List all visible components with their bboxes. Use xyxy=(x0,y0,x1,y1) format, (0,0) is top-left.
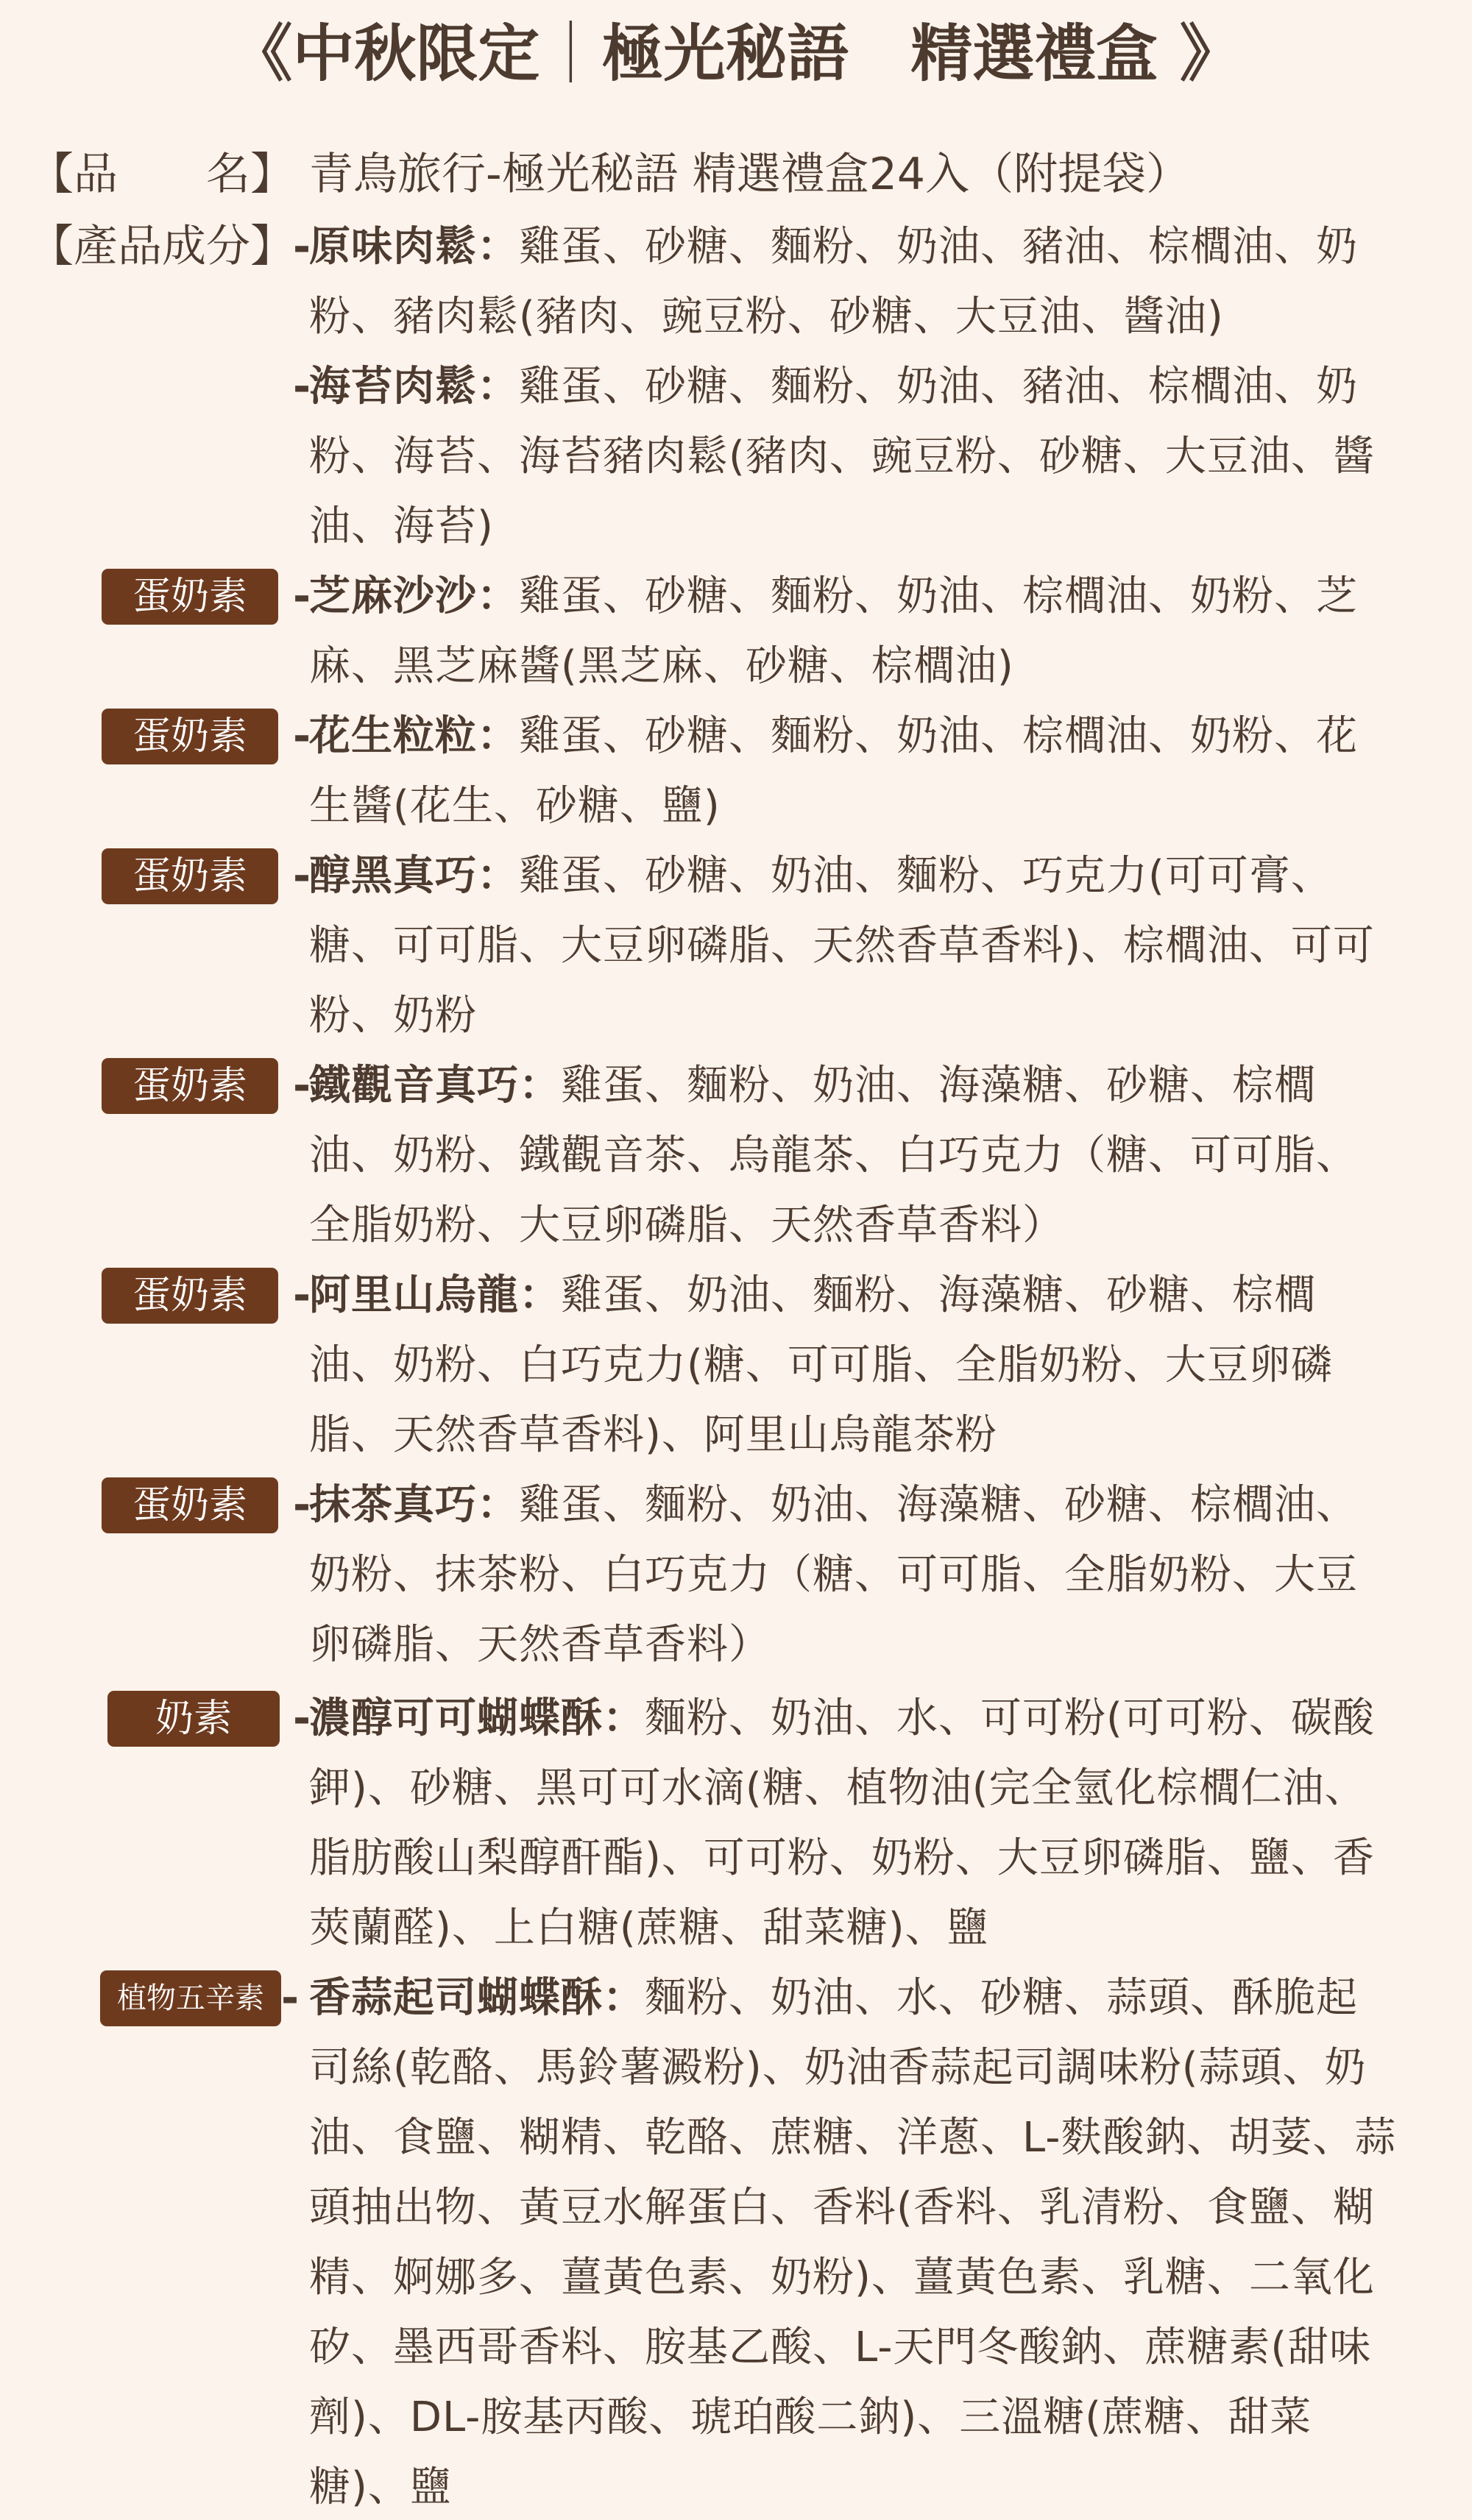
entry-text: 麵粉、奶油、水、砂糖、蒜頭、酥脆起司絲(乾酪、馬鈴薯澱粉)、奶油香蒜起司調味粉(蒜頭、奶油、食鹽、糊精、乾酪、蔗糖、洋蔥、L-麩酸鈉、胡荽、蒜頭抽出物、黃豆水解蛋白、香料(香料、乳清粉、食鹽、糊精、婀娜多、薑黃色素、奶粉)、薑黃色素、乳糖、二氧化矽、墨西哥香料、胺基乙酸、L-天門冬酸鈉、蔗糖素(甜味劑)、DL-胺基丙酸、琥珀酸二鈉)、三溫糖(蔗糖、甜菜糖)、鹽 xyxy=(309,1974,1397,2511)
ingredient-entry-alishan-oolong xyxy=(309,1260,1398,1470)
entry-name: 花生粒粒： xyxy=(309,712,519,760)
diet-badge-five-pungent: 植物五辛素 xyxy=(100,1970,281,2026)
ingredient-entry-dark-chocolate xyxy=(309,841,1398,1051)
diet-badge-ovo-lacto: 蛋奶素 xyxy=(102,848,278,904)
entry-text: 雞蛋、麵粉、奶油、海藻糖、砂糖、棕櫚油、奶粉、抹茶粉、白巧克力（糖、可可脂、全脂奶粉、大豆卵磷脂、天然香草香料） xyxy=(309,1481,1358,1669)
entry-dash: - xyxy=(293,571,311,621)
ingredient-entry-original-pork-floss xyxy=(309,212,1398,352)
entry-dash: - xyxy=(293,221,311,271)
entry-name: 濃醇可可蝴蝶酥： xyxy=(309,1694,645,1742)
entry-name: 阿里山烏龍： xyxy=(309,1271,561,1319)
entry-name: 香蒜起司蝴蝶酥： xyxy=(309,1974,645,2022)
ingredient-entry-garlic-cheese-palmier xyxy=(309,1963,1398,2520)
entry-text: 雞蛋、奶油、麵粉、海藻糖、砂糖、棕櫚油、奶粉、白巧克力(糖、可可脂、全脂奶粉、大豆卵磷脂、天然香草香料)、阿里山烏龍茶粉 xyxy=(309,1271,1333,1459)
entry-name: 抹茶真巧： xyxy=(309,1481,519,1529)
entry-dash: - xyxy=(293,1060,311,1110)
entry-dash: - xyxy=(293,711,311,761)
diet-badge-ovo-lacto: 蛋奶素 xyxy=(102,1268,278,1324)
entry-text: 雞蛋、麵粉、奶油、海藻糖、砂糖、棕櫚油、奶粉、鐵觀音茶、烏龍茶、白巧克力（糖、可可脂、全脂奶粉、大豆卵磷脂、天然香草香料） xyxy=(309,1062,1358,1249)
entry-text: 雞蛋、砂糖、麵粉、奶油、棕櫚油、奶粉、芝麻、黑芝麻醬(黑芝麻、砂糖、棕櫚油) xyxy=(309,572,1358,690)
ingredient-entry-peanut xyxy=(309,701,1398,841)
diet-badge-ovo-lacto: 蛋奶素 xyxy=(102,709,278,764)
ingredients-label: 【產品成分】 xyxy=(29,221,294,272)
entry-text: 雞蛋、砂糖、麵粉、奶油、豬油、棕櫚油、奶粉、海苔、海苔豬肉鬆(豬肉、豌豆粉、砂糖、大豆油、醬油、海苔) xyxy=(309,363,1375,550)
entry-dash: - xyxy=(293,851,311,901)
diet-badge-ovo-lacto: 蛋奶素 xyxy=(102,1058,278,1114)
ingredient-entry-cocoa-palmier xyxy=(309,1683,1398,1963)
entry-text: 麵粉、奶油、水、可可粉(可可粉、碳酸鉀)、砂糖、黑可可水滴(糖、植物油(完全氫化棕櫚仁油、脂肪酸山梨醇酐酯)、可可粉、奶粉、大豆卵磷脂、鹽、香莢蘭醛)、上白糖(蔗糖、甜菜糖)、鹽 xyxy=(309,1694,1375,1952)
entry-name: 鐵觀音真巧： xyxy=(309,1062,561,1110)
product-name-value: 青鳥旅行-極光秘語 精選禮盒24入（附提袋） xyxy=(309,149,1191,200)
title-left: 《中秋限定 xyxy=(230,18,540,90)
entry-dash: - xyxy=(293,1693,311,1743)
title-right: 極光秘語 精選禮盒 》 xyxy=(601,18,1242,90)
entry-name: 醇黑真巧： xyxy=(309,852,519,900)
entry-dash: - xyxy=(293,1480,311,1530)
diet-badge-lacto: 奶素 xyxy=(107,1691,280,1747)
entry-dash: - xyxy=(281,1973,300,2023)
entry-text: 雞蛋、砂糖、麵粉、奶油、棕櫚油、奶粉、花生醬(花生、砂糖、鹽) xyxy=(309,712,1358,830)
entry-name: 海苔肉鬆： xyxy=(309,363,519,411)
product-name-label: 【品 名】 xyxy=(29,149,294,200)
ingredient-entry-seaweed-pork-floss xyxy=(309,352,1398,561)
ingredient-entry-sesame xyxy=(309,561,1398,701)
entry-text: 雞蛋、砂糖、奶油、麵粉、巧克力(可可膏、糖、可可脂、大豆卵磷脂、天然香草香料)、棕櫚油、可可粉、奶粉 xyxy=(309,852,1375,1040)
diet-badge-ovo-lacto: 蛋奶素 xyxy=(102,1477,278,1533)
entry-name: 芝麻沙沙： xyxy=(309,572,519,620)
diet-badge-ovo-lacto: 蛋奶素 xyxy=(102,569,278,625)
entry-dash: - xyxy=(293,361,311,411)
entry-text: 雞蛋、砂糖、麵粉、奶油、豬油、棕櫚油、奶粉、豬肉鬆(豬肉、豌豆粉、砂糖、大豆油、醬油) xyxy=(309,223,1358,341)
ingredient-entry-tieguanyin xyxy=(309,1051,1398,1260)
page-title xyxy=(0,13,1472,94)
entry-dash: - xyxy=(293,1270,311,1320)
ingredient-entry-matcha xyxy=(309,1470,1398,1680)
title-separator: ｜ xyxy=(539,18,602,90)
entry-name: 原味肉鬆： xyxy=(309,223,519,271)
